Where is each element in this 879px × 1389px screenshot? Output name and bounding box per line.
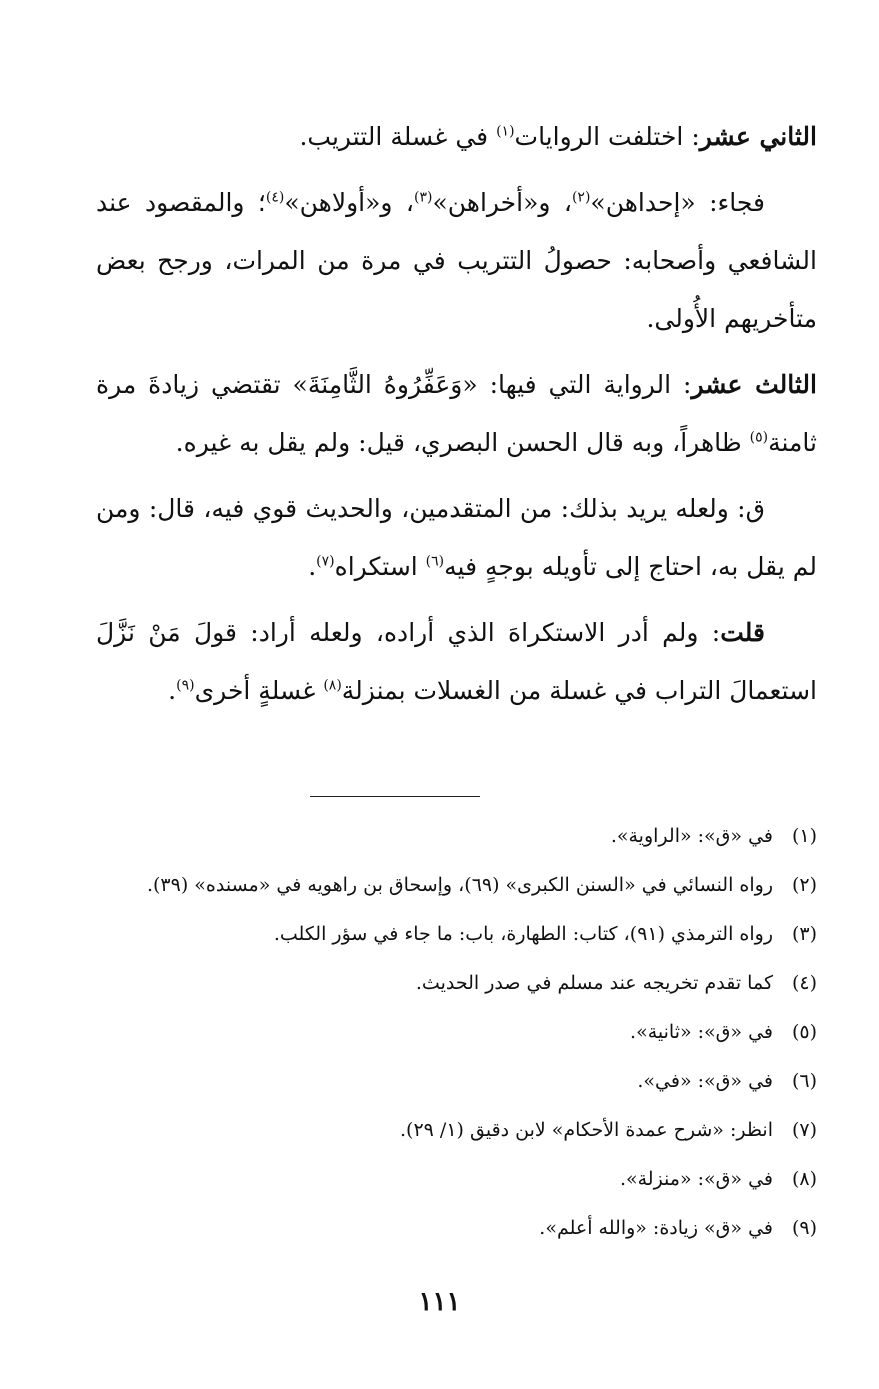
footnote-divider: [310, 796, 480, 797]
footnote-9: [60, 1204, 817, 1253]
footnote-ref: (٨): [323, 677, 342, 694]
main-text: [96, 108, 817, 728]
footnote-text: رواه الترمذي (٩١)، كتاب: الطهارة، باب: ما جاء في سؤر الكلب.: [273, 923, 773, 945]
footnote-7: [60, 1106, 817, 1155]
paragraph-3: الثالث عشر: الرواية التي فيها: «وَعَفِّرُوهُ الثَّامِنَةَ» تقتضي زيادةَ مرة ثامنة$^{(٥)}$ ظاهراً، وبه قال الحسن البصري، قيل: ولم يقل به غيره.: [96, 370, 817, 457]
footnote-2: [60, 861, 817, 910]
footnote-text: في «ق»: «ثانية».: [630, 1021, 773, 1043]
footnote-text: انظر: «شرح عمدة الأحكام» لابن دقيق (١/ ٢٩).: [399, 1119, 773, 1141]
paragraph-1: الثاني عشر: اختلفت الروايات$^{(١)}$ في غسلة التتريب.: [299, 122, 817, 151]
paragraph-lead: الثاني عشر: [699, 122, 817, 151]
footnotes: [60, 812, 817, 1253]
footnote-1: [60, 812, 817, 861]
footnote-number: (٣): [791, 923, 817, 945]
footnote-ref: (٢): [571, 189, 591, 206]
paragraph-lead: قلت: [720, 618, 765, 647]
paragraph-4: ق: ولعله يريد بذلك: من المتقدمين، والحديث قوي فيه، قال: ومن لم يقل به، احتاج إلى تأويله بوجهٍ فيه$^{(٦)}$ استكراه$^{(٧)}$.: [96, 494, 817, 581]
footnote-number: (١): [791, 825, 817, 847]
footnote-number: (٥): [791, 1021, 817, 1043]
footnote-ref: (٦): [425, 553, 445, 570]
footnote-6: [60, 1057, 817, 1106]
footnote-5: [60, 1008, 817, 1057]
footnote-8: [60, 1155, 817, 1204]
footnote-number: (٢): [791, 874, 817, 896]
footnote-number: (٩): [791, 1217, 817, 1239]
footnote-text: في «ق»: «في».: [637, 1070, 773, 1092]
footnote-4: [60, 959, 817, 1008]
footnote-text: رواه النسائي في «السنن الكبرى» (٦٩)، وإسحاق بن راهويه في «مسنده» (٣٩).: [146, 874, 773, 896]
footnote-ref: (٧): [316, 553, 335, 570]
footnote-ref: (١): [496, 123, 515, 140]
footnote-text: كما تقدم تخريجه عند مسلم في صدر الحديث.: [415, 972, 773, 994]
paragraph-2: فجاء: «إحداهن»$^{(٢)}$، و«أخراهن»$^{(٣)}$، و«أولاهن»$^{(٤)}$؛ والمقصود عند الشافعي وأصحابه: حصولُ التتريب في مرة من المرات، ورجح بعض متأخريهم الأُولى.: [96, 188, 817, 333]
paragraph-lead: الثالث عشر: [691, 370, 817, 399]
footnote-ref: (٤): [265, 189, 285, 206]
footnote-ref: (٥): [749, 429, 769, 446]
footnote-number: (٤): [791, 972, 817, 994]
paragraph-5: قلت: ولم أدر الاستكراهَ الذي أراده، ولعله أراد: قولَ مَنْ نَزَّلَ استعمالَ التراب في غسلة من الغسلات بمنزلة$^{(٨)}$ غسلةٍ أخرى$^{(٩)}$.: [96, 618, 817, 705]
footnote-number: (٦): [791, 1070, 817, 1092]
page-number: ١١١: [418, 1287, 461, 1317]
footnote-ref: (٣): [413, 189, 433, 206]
footnote-ref: (٩): [176, 677, 195, 694]
footnote-text: في «ق»: «منزلة».: [619, 1168, 773, 1190]
footnote-text: في «ق» زيادة: «والله أعلم».: [539, 1217, 773, 1239]
footnote-text: في «ق»: «الراوية».: [610, 825, 773, 847]
footnote-3: [60, 910, 817, 959]
footnote-number: (٨): [791, 1168, 817, 1190]
footnote-number: (٧): [791, 1119, 817, 1141]
